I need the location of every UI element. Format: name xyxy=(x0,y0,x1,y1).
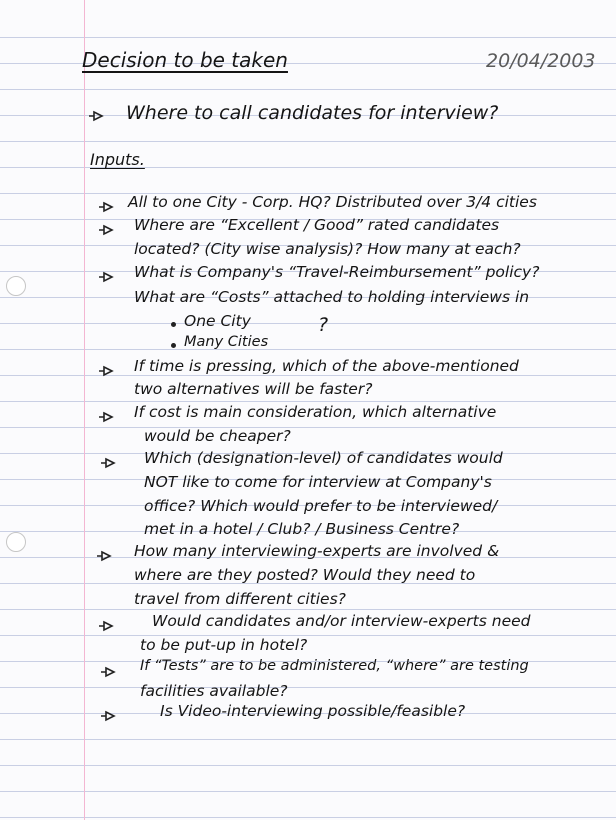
sub-item: One City xyxy=(184,312,251,330)
binder-hole xyxy=(6,532,26,552)
arrow-bullet-icon xyxy=(100,710,116,722)
input-line: travel from different cities? xyxy=(134,590,346,608)
sub-item-question-mark: ? xyxy=(318,314,329,336)
input-line: met in a hotel / Club? / Business Centre? xyxy=(144,520,460,538)
page-title: Decision to be taken xyxy=(82,48,288,72)
input-line: NOT like to come for interview at Company's xyxy=(144,473,492,491)
input-line: What is Company's “Travel-Reimbursement” policy? xyxy=(134,263,540,281)
input-line: two alternatives will be faster? xyxy=(134,380,373,398)
input-line: If cost is main consideration, which alternative xyxy=(134,403,497,421)
arrow-bullet-icon xyxy=(88,110,104,122)
arrow-bullet-icon xyxy=(98,365,114,377)
input-line: facilities available? xyxy=(140,682,288,700)
input-line: where are they posted? Would they need to xyxy=(134,566,476,584)
input-line: How many interviewing-experts are involved & xyxy=(134,542,500,560)
input-line: Which (designation-level) of candidates would xyxy=(144,449,503,467)
input-line: Is Video-interviewing possible/feasible? xyxy=(160,702,466,720)
input-line: All to one City - Corp. HQ? Distributed over 3/4 cities xyxy=(128,193,537,211)
input-line: office? Which would prefer to be interviewed/ xyxy=(144,497,498,515)
inputs-heading: Inputs. xyxy=(90,150,145,169)
date: 20/04/2003 xyxy=(486,50,596,72)
arrow-bullet-icon xyxy=(98,411,114,423)
arrow-bullet-icon xyxy=(98,201,114,213)
input-line: If “Tests” are to be administered, “where” are testing xyxy=(140,658,529,674)
sub-bullet-icon xyxy=(171,343,176,348)
arrow-bullet-icon xyxy=(100,666,116,678)
input-line: If time is pressing, which of the above-mentioned xyxy=(134,357,519,375)
sub-item: Many Cities xyxy=(184,334,269,350)
arrow-bullet-icon xyxy=(100,457,116,469)
input-line: to be put-up in hotel? xyxy=(140,636,308,654)
input-line: located? (City wise analysis)? How many at each? xyxy=(134,240,521,258)
arrow-bullet-icon xyxy=(96,550,112,562)
key-question: Where to call candidates for interview? xyxy=(126,102,499,124)
arrow-bullet-icon xyxy=(98,224,114,236)
input-line: would be cheaper? xyxy=(144,427,291,445)
input-line: What are “Costs” attached to holding interviews in xyxy=(134,288,530,306)
input-line: Where are “Excellent / Good” rated candidates xyxy=(134,216,500,234)
binder-hole xyxy=(6,276,26,296)
arrow-bullet-icon xyxy=(98,271,114,283)
arrow-bullet-icon xyxy=(98,620,114,632)
sub-bullet-icon xyxy=(171,322,176,327)
input-line: Would candidates and/or interview-experts need xyxy=(152,612,531,630)
